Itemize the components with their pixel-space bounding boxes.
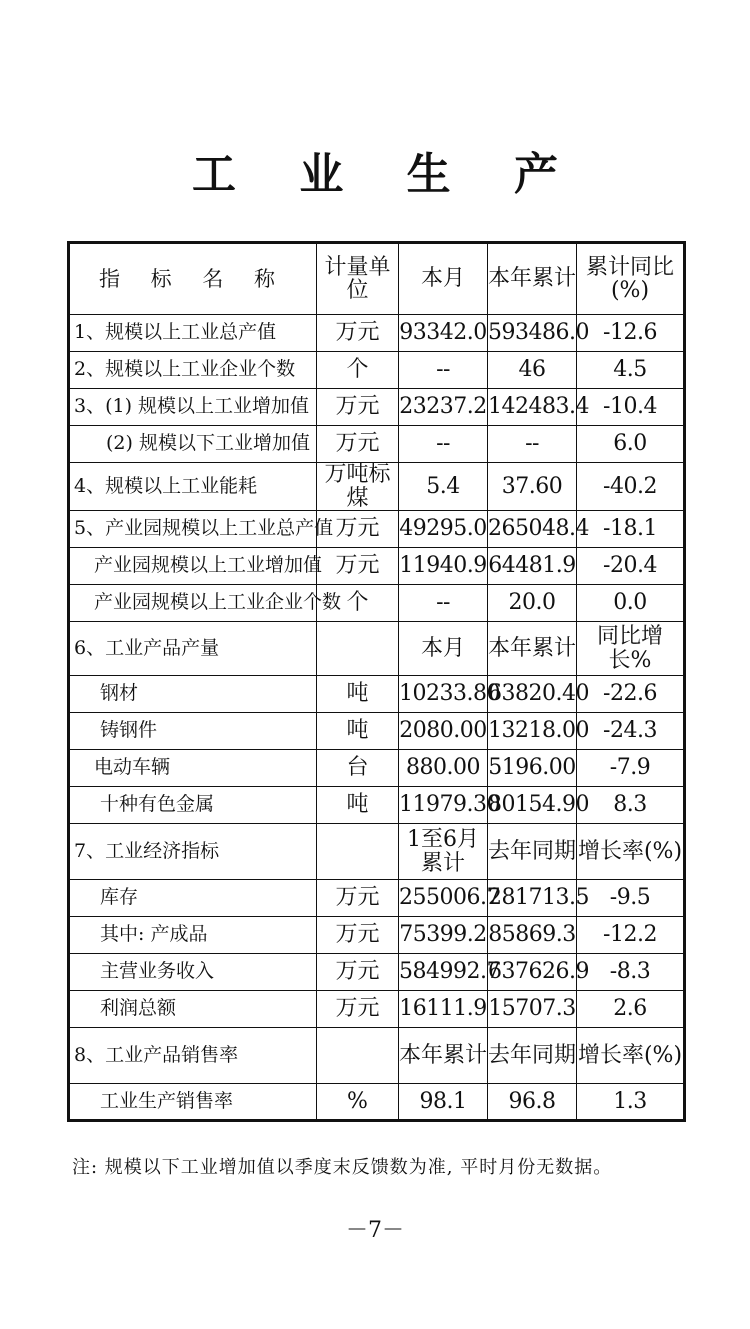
row-change: -18.1 [577, 511, 685, 548]
section-header-row [69, 1028, 685, 1084]
section8-unit-blank [317, 1028, 399, 1084]
row-ytd: 13218.00 [488, 713, 577, 750]
row-month: -- [399, 426, 488, 463]
page-number: －7－ [346, 1218, 404, 1243]
row-change: 6.0 [577, 426, 685, 463]
table-row [69, 954, 685, 991]
row-name: 2、规模以上工业企业个数 [69, 352, 317, 389]
section6-col-ytd: 本年累计 [488, 622, 577, 676]
row-month: 5.4 [399, 463, 488, 511]
table-row [69, 548, 685, 585]
row-b: 85869.3 [488, 917, 577, 954]
row-ytd: 46 [488, 352, 577, 389]
table-row [69, 426, 685, 463]
row-unit: 吨 [317, 787, 399, 824]
row-unit: 台 [317, 750, 399, 787]
row-a: 584992.7 [399, 954, 488, 991]
table-row [69, 315, 685, 352]
section7-col-change: 增长率(%) [577, 824, 685, 880]
row-change: -9.5 [577, 880, 685, 917]
table-row [69, 352, 685, 389]
row-ytd: 63820.40 [488, 676, 577, 713]
section8-title: 8、工业产品销售率 [69, 1028, 317, 1084]
row-change: -24.3 [577, 713, 685, 750]
row-ytd: 80154.90 [488, 787, 577, 824]
row-name: 工业生产销售率 [69, 1084, 317, 1121]
row-ytd: 5196.00 [488, 750, 577, 787]
row-change: -20.4 [577, 548, 685, 585]
row-change: -12.2 [577, 917, 685, 954]
row-month: 23237.2 [399, 389, 488, 426]
section7-unit-blank [317, 824, 399, 880]
row-change: -10.4 [577, 389, 685, 426]
row-name: 3、(1) 规模以上工业增加值 [69, 389, 317, 426]
row-month: 880.00 [399, 750, 488, 787]
header-ytd-yoy: 累计同比(%) [577, 243, 685, 315]
table-row [69, 389, 685, 426]
table-row [69, 1084, 685, 1121]
table-row [69, 713, 685, 750]
row-month: 49295.0 [399, 511, 488, 548]
table-row [69, 880, 685, 917]
row-name: 钢材 [69, 676, 317, 713]
section8-col-a: 本年累计 [399, 1028, 488, 1084]
row-name: 1、规模以上工业总产值 [69, 315, 317, 352]
row-ytd: 265048.4 [488, 511, 577, 548]
row-unit: 个 [317, 352, 399, 389]
table-row [69, 676, 685, 713]
row-unit: 万元 [317, 991, 399, 1028]
page-title: 工 业 生 产 [192, 149, 582, 200]
row-month: 11940.9 [399, 548, 488, 585]
row-unit: 万元 [317, 917, 399, 954]
row-name: 4、规模以上工业能耗 [69, 463, 317, 511]
row-change: 4.5 [577, 352, 685, 389]
row-a: 16111.9 [399, 991, 488, 1028]
row-name: 铸钢件 [69, 713, 317, 750]
section8-col-change: 增长率(%) [577, 1028, 685, 1084]
row-change: 0.0 [577, 585, 685, 622]
row-a: 255006.7 [399, 880, 488, 917]
row-change: -12.6 [577, 315, 685, 352]
header-ytd: 本年累计 [488, 243, 577, 315]
table-row [69, 917, 685, 954]
row-name: 库存 [69, 880, 317, 917]
header-unit: 计量单位 [317, 243, 399, 315]
header-indicator-name: 指 标 名 称 [69, 243, 317, 315]
section8-col-b: 去年同期 [488, 1028, 577, 1084]
footnote: 注: 规模以下工业增加值以季度末反馈数为准, 平时月份无数据。 [72, 1157, 613, 1178]
row-unit: 万元 [317, 954, 399, 991]
row-month: -- [399, 585, 488, 622]
row-a: 98.1 [399, 1084, 488, 1121]
row-month: 10233.80 [399, 676, 488, 713]
row-change: 1.3 [577, 1084, 685, 1121]
row-month: 2080.00 [399, 713, 488, 750]
section7-col-a: 1至6月累计 [399, 824, 488, 880]
row-unit: 万元 [317, 389, 399, 426]
row-name: 其中: 产成品 [69, 917, 317, 954]
row-name: 产业园规模以上工业企业个数 [69, 585, 317, 622]
industry-production-table [67, 241, 686, 1122]
row-month: 93342.0 [399, 315, 488, 352]
row-change: 8.3 [577, 787, 685, 824]
table-row [69, 511, 685, 548]
section6-unit-blank [317, 622, 399, 676]
row-change: -22.6 [577, 676, 685, 713]
row-unit: 万元 [317, 315, 399, 352]
row-change: 2.6 [577, 991, 685, 1028]
row-name: 5、产业园规模以上工业总产值 [69, 511, 317, 548]
row-change: -8.3 [577, 954, 685, 991]
row-b: 15707.3 [488, 991, 577, 1028]
row-ytd: -- [488, 426, 577, 463]
table-row [69, 463, 685, 511]
section7-title: 7、工业经济指标 [69, 824, 317, 880]
row-name: 产业园规模以上工业增加值 [69, 548, 317, 585]
row-unit: % [317, 1084, 399, 1121]
table-header-row [69, 243, 685, 315]
section6-col-month: 本月 [399, 622, 488, 676]
row-b: 96.8 [488, 1084, 577, 1121]
row-a: 75399.2 [399, 917, 488, 954]
row-unit: 吨 [317, 676, 399, 713]
row-unit: 万元 [317, 548, 399, 585]
section6-title: 6、工业产品产量 [69, 622, 317, 676]
row-name: 主营业务收入 [69, 954, 317, 991]
row-unit: 万吨标煤 [317, 463, 399, 511]
table-row [69, 991, 685, 1028]
row-name: 利润总额 [69, 991, 317, 1028]
row-month: -- [399, 352, 488, 389]
row-name: (2) 规模以下工业增加值 [69, 426, 317, 463]
header-month: 本月 [399, 243, 488, 315]
row-ytd: 37.60 [488, 463, 577, 511]
row-b: 281713.5 [488, 880, 577, 917]
section6-col-change: 同比增长% [577, 622, 685, 676]
table-row [69, 787, 685, 824]
row-unit: 万元 [317, 880, 399, 917]
row-ytd: 20.0 [488, 585, 577, 622]
row-ytd: 593486.0 [488, 315, 577, 352]
row-unit: 个 [317, 585, 399, 622]
row-name: 十种有色金属 [69, 787, 317, 824]
section-header-row [69, 824, 685, 880]
row-name: 电动车辆 [69, 750, 317, 787]
section-header-row [69, 622, 685, 676]
row-change: -40.2 [577, 463, 685, 511]
table-row [69, 585, 685, 622]
row-unit: 万元 [317, 511, 399, 548]
section7-col-b: 去年同期 [488, 824, 577, 880]
row-month: 11979.30 [399, 787, 488, 824]
row-unit: 吨 [317, 713, 399, 750]
row-ytd: 142483.4 [488, 389, 577, 426]
row-ytd: 64481.9 [488, 548, 577, 585]
table-row [69, 750, 685, 787]
row-unit: 万元 [317, 426, 399, 463]
row-change: -7.9 [577, 750, 685, 787]
row-b: 637626.9 [488, 954, 577, 991]
